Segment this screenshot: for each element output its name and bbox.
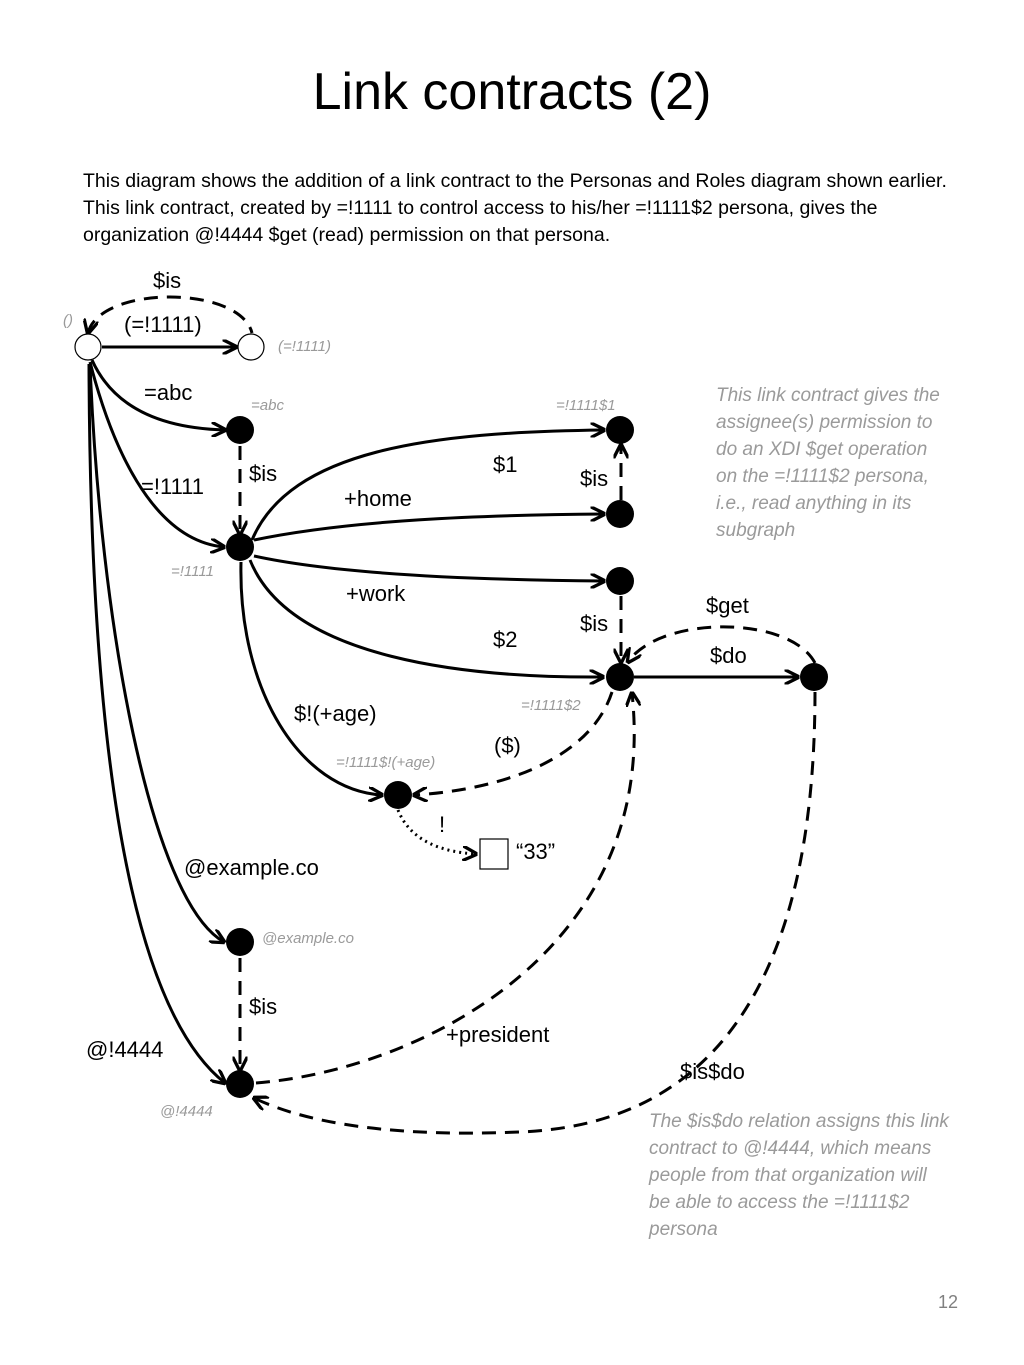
label-example-is: $is — [249, 994, 278, 1019]
node-linkcontract — [800, 663, 828, 691]
label-age: $!(+age) — [294, 701, 377, 726]
arc-org4444 — [89, 364, 225, 1083]
node-abc — [226, 416, 254, 444]
label-paren-dollar: ($) — [494, 733, 521, 758]
note-is-do-relation: The $is$do relation assigns this link contract to @!4444, which means people from that organization will be able to access the =!1111$2 persona — [649, 1111, 949, 1240]
page-number: 12 — [937, 1292, 958, 1312]
label-get: $get — [706, 593, 749, 618]
node-literal-value — [480, 839, 508, 869]
context-abc: =abc — [251, 397, 284, 414]
context-p1: =!1111$1 — [556, 397, 616, 414]
slide-title: Link contracts (2) — [312, 63, 712, 121]
context-p2: =!1111$2 — [521, 697, 581, 714]
context-paren1111: (=!1111) — [278, 338, 331, 355]
label-p1-is: $is — [580, 466, 609, 491]
node-p2 — [606, 663, 634, 691]
context-org4444: @!4444 — [160, 1103, 213, 1120]
node-p1 — [606, 416, 634, 444]
node-root — [75, 334, 101, 360]
label-work: +work — [346, 581, 406, 606]
label-root-is: $is — [153, 268, 182, 293]
intro-paragraph: This diagram shows the addition of a link contract to the Personas and Roles diagram shown earlier. This link contract, created by =!1111 to control access to his/her =!1111$2 persona, gives the organization @!4444 $get (read) permission on that persona. — [83, 170, 947, 246]
node-example — [226, 928, 254, 956]
label-work-is: $is — [580, 611, 609, 636]
label-bang: ! — [439, 812, 446, 837]
label-example: @example.co — [184, 855, 319, 880]
node-org4444 — [226, 1070, 254, 1098]
label-dollar1: $1 — [493, 452, 518, 477]
arc-literal — [398, 810, 476, 854]
label-home: +home — [344, 486, 412, 511]
label-dollar2: $2 — [493, 627, 518, 652]
arc-work — [254, 556, 604, 581]
label-literal-value: “33” — [516, 839, 556, 864]
label-root-paren: (=!1111) — [124, 312, 202, 337]
label-abc: =abc — [144, 380, 193, 405]
label-eq1111: =!1111 — [141, 474, 205, 499]
node-eq1111 — [226, 533, 254, 561]
node-work — [606, 567, 634, 595]
label-isdo: $is$do — [680, 1059, 745, 1084]
label-org4444: @!4444 — [86, 1037, 164, 1062]
context-age: =!1111$!(+age) — [336, 754, 436, 771]
arc-dollar1 — [252, 430, 604, 540]
label-president: +president — [446, 1022, 550, 1047]
context-eq1111: =!1111 — [171, 563, 214, 580]
node-home — [606, 500, 634, 528]
arc-home — [254, 514, 604, 540]
label-abc-is: $is — [249, 461, 278, 486]
label-do: $do — [710, 643, 747, 668]
note-link-contract: This link contract gives the assignee(s) permission to do an XDI $get operation on the =!1111$2 persona, i.e., read anything in its subgraph — [716, 385, 940, 541]
arc-dollar2 — [250, 560, 603, 677]
node-paren1111 — [238, 334, 264, 360]
context-root: () — [63, 312, 73, 329]
node-age — [384, 781, 412, 809]
context-example: @example.co — [262, 930, 354, 947]
